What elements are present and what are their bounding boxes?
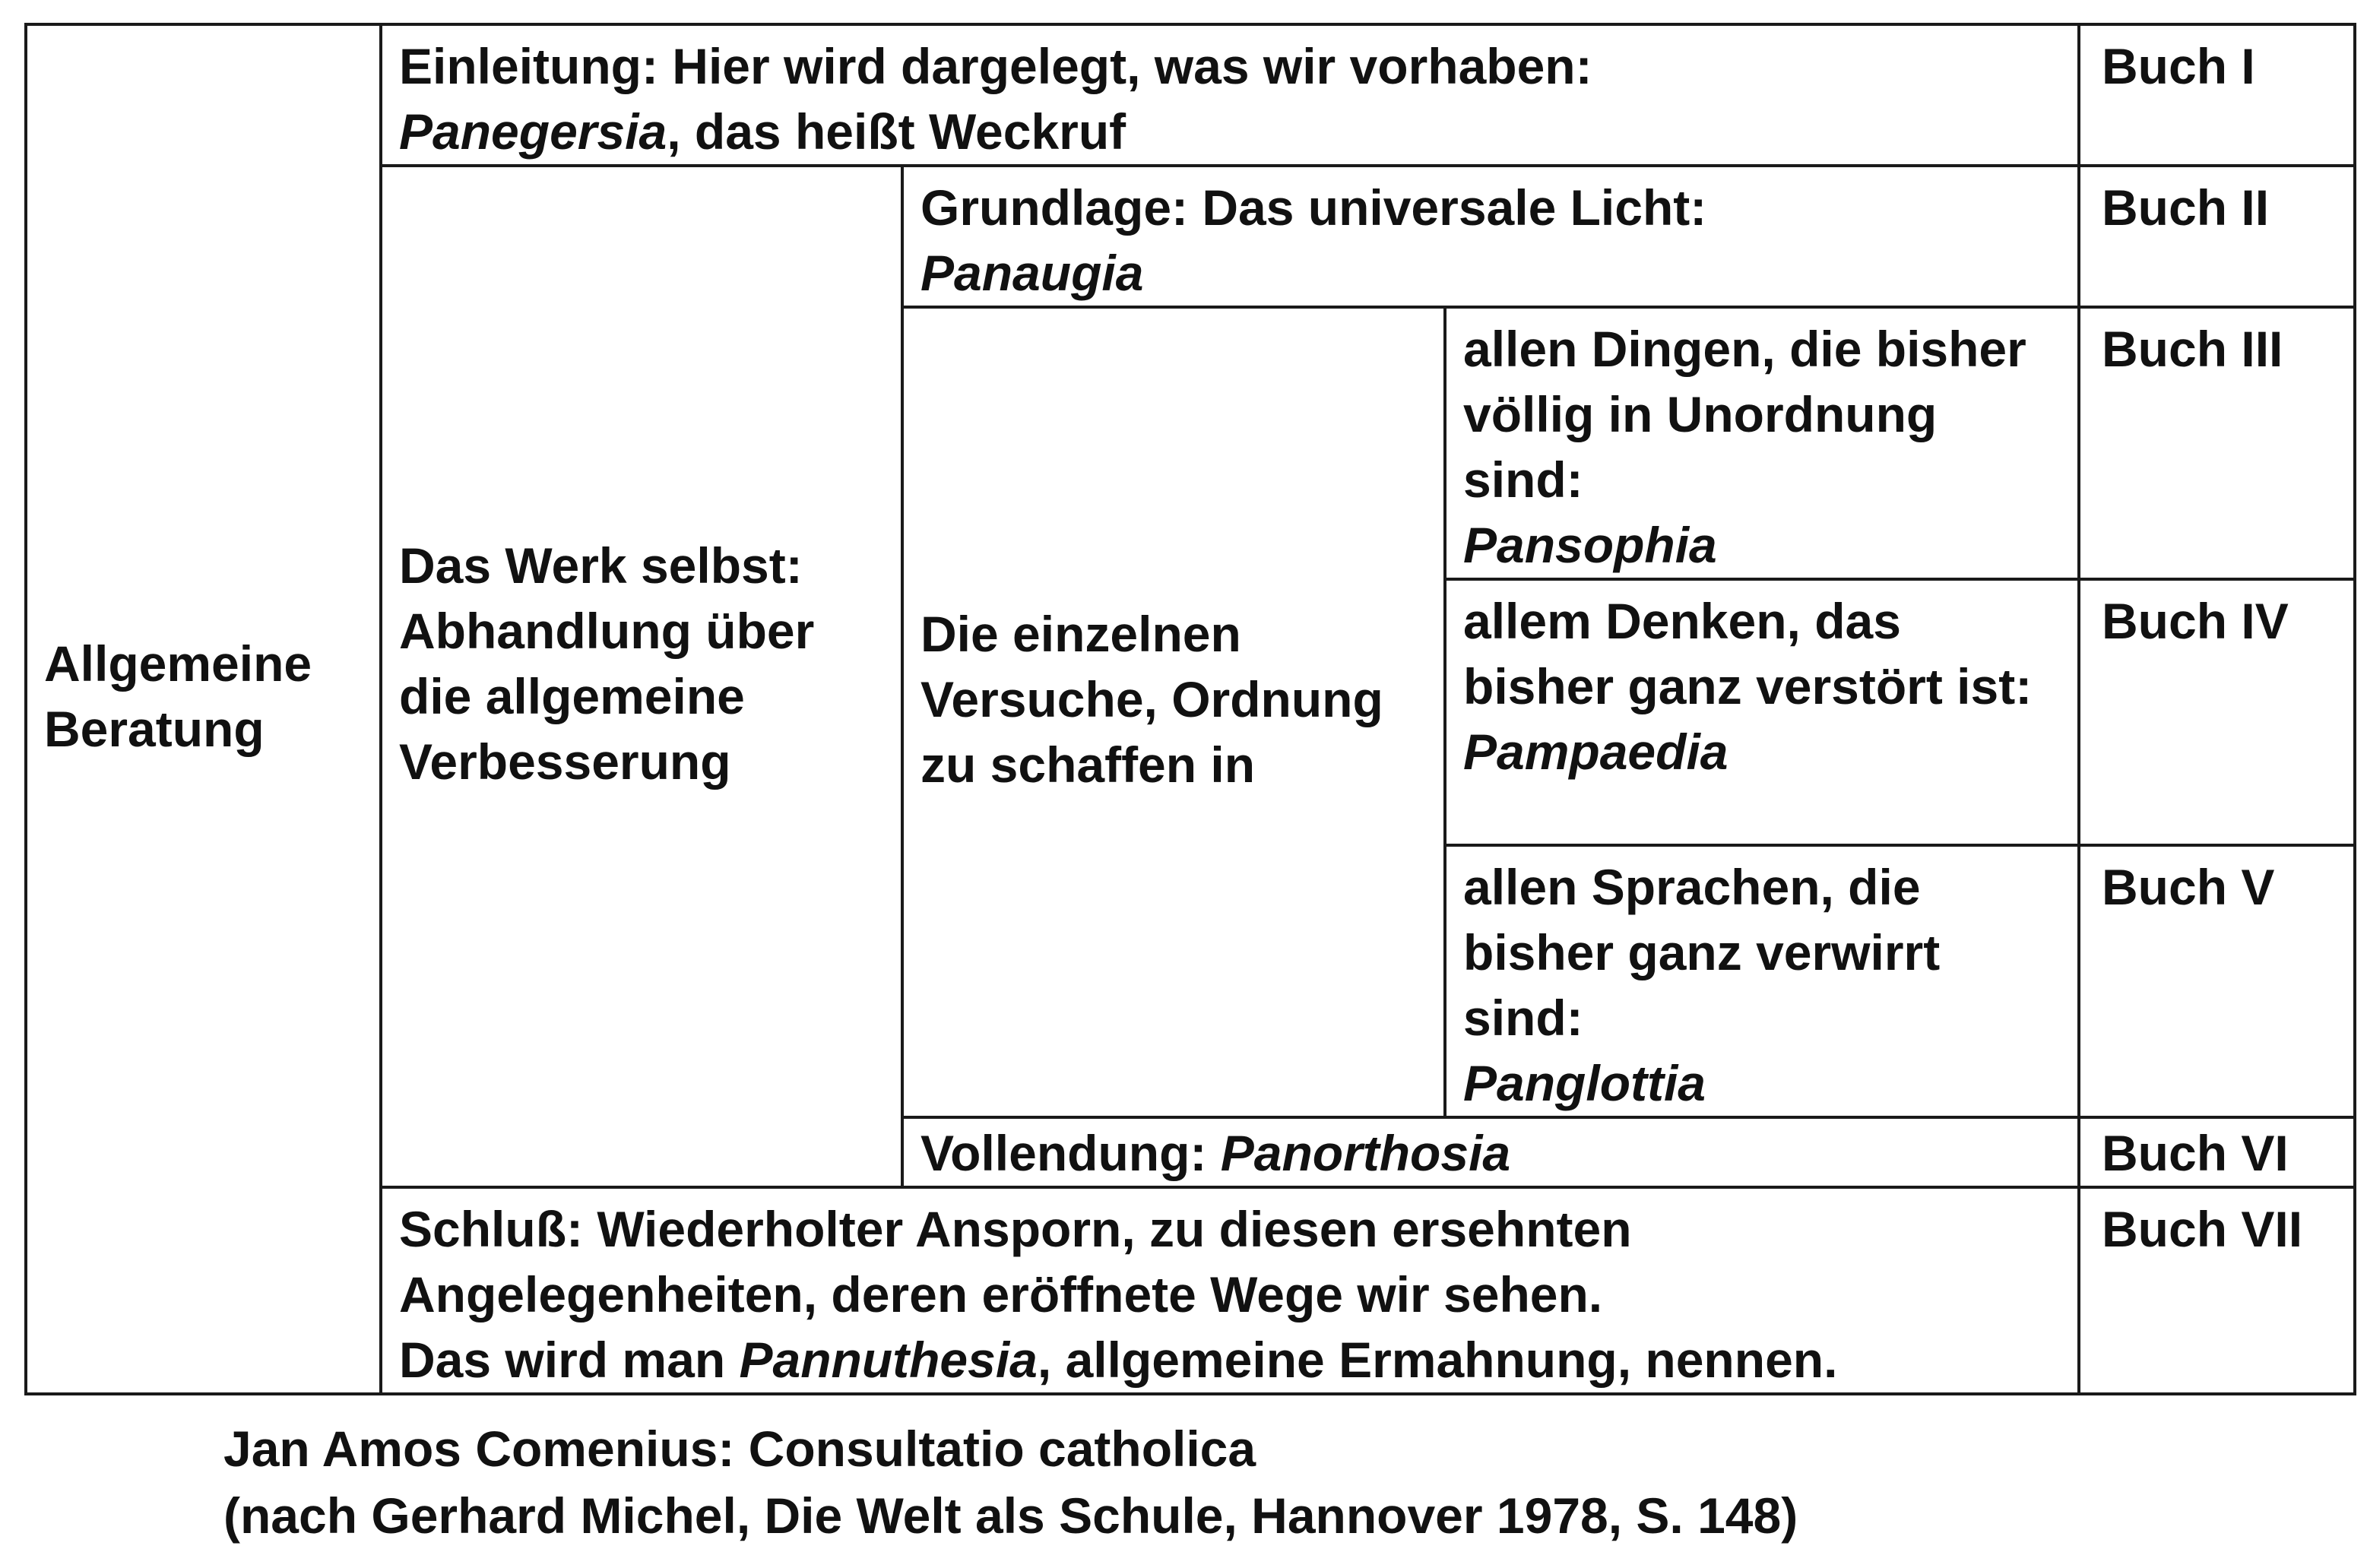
work-label: Das Werk selbst: Abhandlung über die allgemeine Verbesserung [399, 537, 815, 790]
attempts-cell [902, 307, 1445, 1117]
attempt-item-text-2: allem Denken, das bisher ganz verstört ist: [1463, 593, 2033, 714]
attempts-label: Die einzelnen Versuche, Ordnung zu schaffen in [920, 606, 1383, 793]
book-label-6: Buch VI [2102, 1125, 2289, 1181]
attempt-item-term-3: Panglottia [1463, 1055, 1706, 1111]
book-cell-3 [2079, 307, 2355, 579]
book-label-5: Buch V [2102, 859, 2275, 915]
conclusion-line2: Angelegenheiten, deren eröffnete Wege wir sehen. [399, 1266, 1603, 1323]
foundation-line1: Grundlage: Das universale Licht: [920, 179, 1707, 236]
source-caption [223, 1415, 1798, 1549]
introduction-term: Panegersia [399, 103, 667, 160]
conclusion-line3-prefix: Das wird man [399, 1332, 740, 1388]
caption-line1: Jan Amos Comenius: Consultatio catholica [223, 1421, 1256, 1477]
completion-term: Panorthosia [1220, 1125, 1511, 1181]
introduction-line2-rest: , das heißt Weckruf [667, 103, 1126, 160]
book-label-7: Buch VII [2102, 1201, 2303, 1257]
attempt-item-term-1: Pansophia [1463, 517, 1717, 573]
caption-line2: (nach Gerhard Michel, Die Welt als Schule, Hannover 1978, S. 148) [223, 1487, 1798, 1544]
book-label-4: Buch IV [2102, 593, 2289, 649]
foundation-term: Panaugia [920, 245, 1144, 301]
attempt-item-cell-2 [1445, 579, 2079, 845]
introduction-cell [381, 24, 2079, 166]
book-cell-1 [2079, 24, 2355, 166]
book-cell-5 [2079, 845, 2355, 1117]
introduction-line2 [399, 99, 2062, 164]
introduction-line1: Einleitung: Hier wird dargelegt, was wir vorhaben: [399, 38, 1592, 94]
attempt-item-term-2: Pampaedia [1463, 724, 1729, 780]
book-label-2: Buch II [2102, 179, 2270, 236]
book-label-1: Buch I [2102, 38, 2255, 94]
book-cell-7 [2079, 1187, 2355, 1394]
conclusion-line3-rest: , allgemeine Ermahnung, nennen. [1037, 1332, 1838, 1388]
conclusion-line1: Schluß: Wiederholter Ansporn, zu diesen ersehnten [399, 1201, 1632, 1257]
conclusion-cell [381, 1187, 2079, 1394]
book-cell-6 [2079, 1117, 2355, 1187]
completion-prefix: Vollendung: [920, 1125, 1221, 1181]
conclusion-line3 [399, 1327, 2062, 1392]
attempt-item-text-1: allen Dingen, die bisher völlig in Unordnung sind: [1463, 321, 2026, 508]
attempt-item-cell-3 [1445, 845, 2079, 1117]
attempt-item-cell-1 [1445, 307, 2079, 579]
root-label: Allgemeine Beratung [44, 635, 312, 757]
book-label-3: Buch III [2102, 321, 2283, 377]
conclusion-term: Pannuthesia [739, 1332, 1038, 1388]
work-cell [381, 166, 902, 1187]
book-cell-4 [2079, 579, 2355, 845]
structure-table [24, 23, 2356, 1395]
book-cell-2 [2079, 166, 2355, 307]
root-cell [26, 24, 381, 1394]
attempt-item-text-3: allen Sprachen, die bisher ganz verwirrt sind: [1463, 859, 1941, 1046]
foundation-cell [902, 166, 2079, 307]
completion-cell [902, 1117, 2079, 1187]
